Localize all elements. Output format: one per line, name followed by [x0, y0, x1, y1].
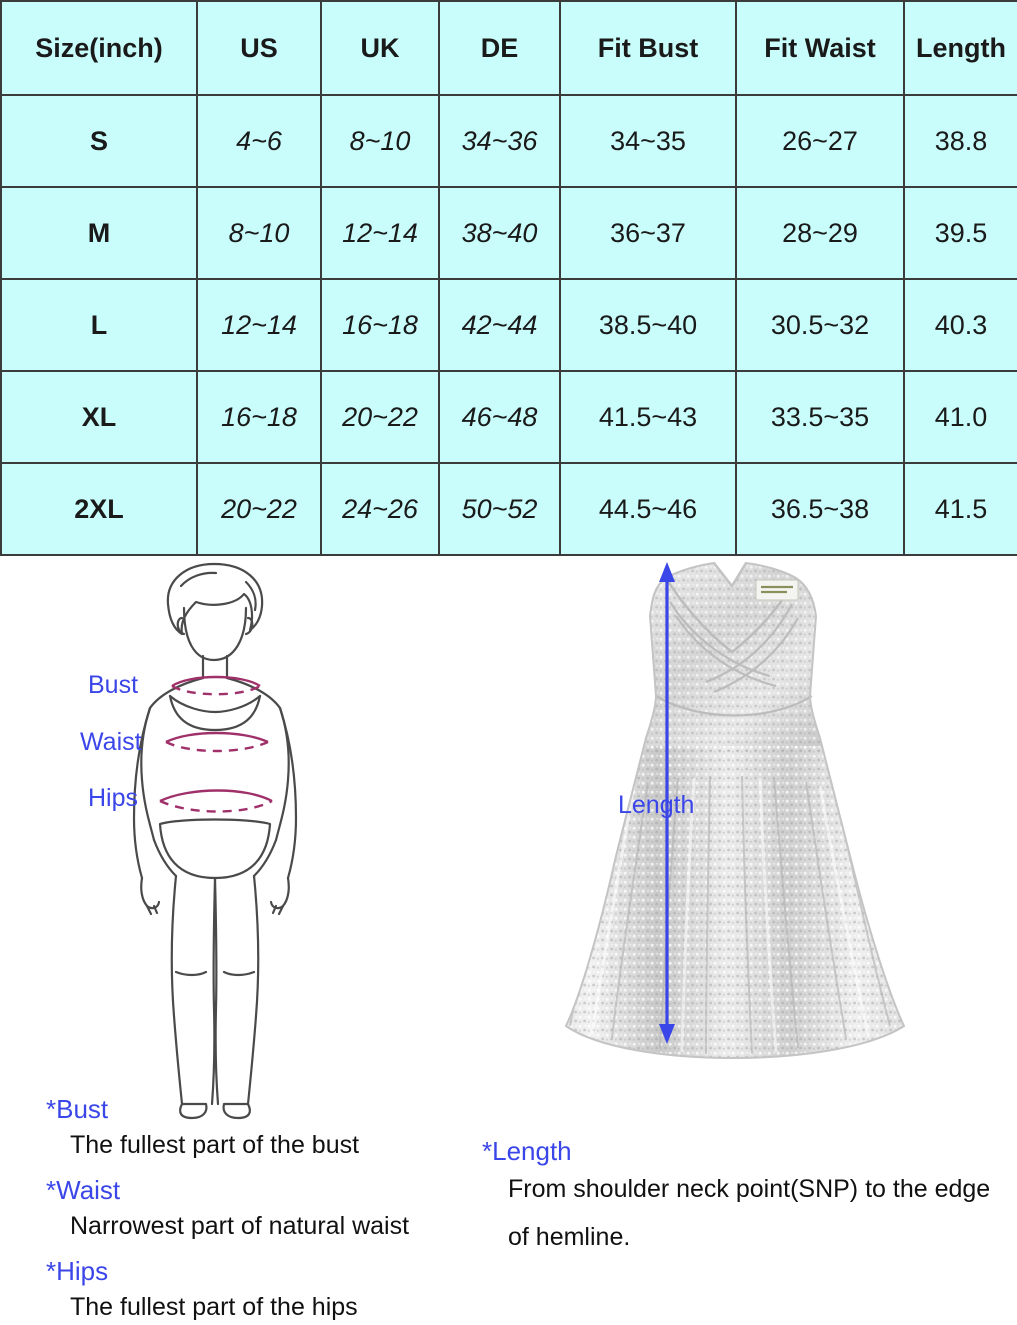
cell-fit-waist: 33.5~35: [736, 371, 904, 463]
cell-size: 2XL: [1, 463, 197, 555]
column-header-fit-waist: Fit Waist: [736, 1, 904, 95]
note-body-length-1: From shoulder neck point(SNP) to the edge: [508, 1175, 991, 1204]
cell-length: 40.3: [904, 279, 1017, 371]
cell-fit-waist: 28~29: [736, 187, 904, 279]
length-measurement-notes: [482, 1134, 1002, 1256]
cell-de: 46~48: [439, 371, 560, 463]
table-row: [1, 371, 1017, 463]
column-header-fit-bust: Fit Bust: [560, 1, 736, 95]
table-row: [1, 463, 1017, 555]
cell-fit-bust: 34~35: [560, 95, 736, 187]
cell-size: S: [1, 95, 197, 187]
note-head-length: *Length: [482, 1136, 572, 1166]
label-length: Length: [618, 791, 695, 819]
column-header-length: Length: [904, 1, 1017, 95]
table-header-row: [1, 1, 1017, 95]
cell-fit-waist: 26~27: [736, 95, 904, 187]
label-waist: Waist: [80, 728, 142, 756]
label-bust: Bust: [88, 671, 139, 699]
cell-length: 38.8: [904, 95, 1017, 187]
cell-uk: 16~18: [321, 279, 439, 371]
cell-us: 16~18: [197, 371, 321, 463]
label-hips: Hips: [88, 784, 139, 812]
note-body-bust: The fullest part of the bust: [70, 1131, 360, 1160]
note-head-hips: *Hips: [46, 1255, 109, 1286]
cell-us: 20~22: [197, 463, 321, 555]
column-header-size: Size(inch): [1, 1, 197, 95]
sequin-dress-illustration: [470, 556, 1017, 1116]
cell-de: 34~36: [439, 95, 560, 187]
cell-size: L: [1, 279, 197, 371]
column-header-uk: UK: [321, 1, 439, 95]
column-header-de: DE: [439, 1, 560, 95]
brand-label: [756, 580, 798, 600]
size-chart-table: [0, 0, 1017, 556]
note-body-hips: The fullest part of the hips: [70, 1292, 358, 1321]
cell-de: 42~44: [439, 279, 560, 371]
cell-fit-bust: 44.5~46: [560, 463, 736, 555]
note-body-waist: Narrowest part of natural waist: [70, 1211, 410, 1240]
column-header-us: US: [197, 1, 321, 95]
cell-us: 4~6: [197, 95, 321, 187]
note-head-waist: *Waist: [46, 1174, 121, 1205]
table-row: [1, 279, 1017, 371]
cell-fit-waist: 30.5~32: [736, 279, 904, 371]
cell-uk: 24~26: [321, 463, 439, 555]
body-measurement-notes: [46, 1092, 476, 1325]
cell-size: XL: [1, 371, 197, 463]
cell-us: 8~10: [197, 187, 321, 279]
female-body-illustration: [0, 556, 500, 1126]
cell-length: 41.0: [904, 371, 1017, 463]
cell-uk: 8~10: [321, 95, 439, 187]
cell-fit-bust: 36~37: [560, 187, 736, 279]
note-head-bust: *Bust: [46, 1094, 109, 1124]
note-body-length-2: of hemline.: [508, 1222, 631, 1251]
cell-fit-bust: 41.5~43: [560, 371, 736, 463]
cell-fit-waist: 36.5~38: [736, 463, 904, 555]
cell-uk: 12~14: [321, 187, 439, 279]
cell-length: 41.5: [904, 463, 1017, 555]
table-row: [1, 187, 1017, 279]
cell-us: 12~14: [197, 279, 321, 371]
cell-fit-bust: 38.5~40: [560, 279, 736, 371]
cell-size: M: [1, 187, 197, 279]
cell-de: 50~52: [439, 463, 560, 555]
cell-uk: 20~22: [321, 371, 439, 463]
table-row: [1, 95, 1017, 187]
cell-length: 39.5: [904, 187, 1017, 279]
cell-de: 38~40: [439, 187, 560, 279]
